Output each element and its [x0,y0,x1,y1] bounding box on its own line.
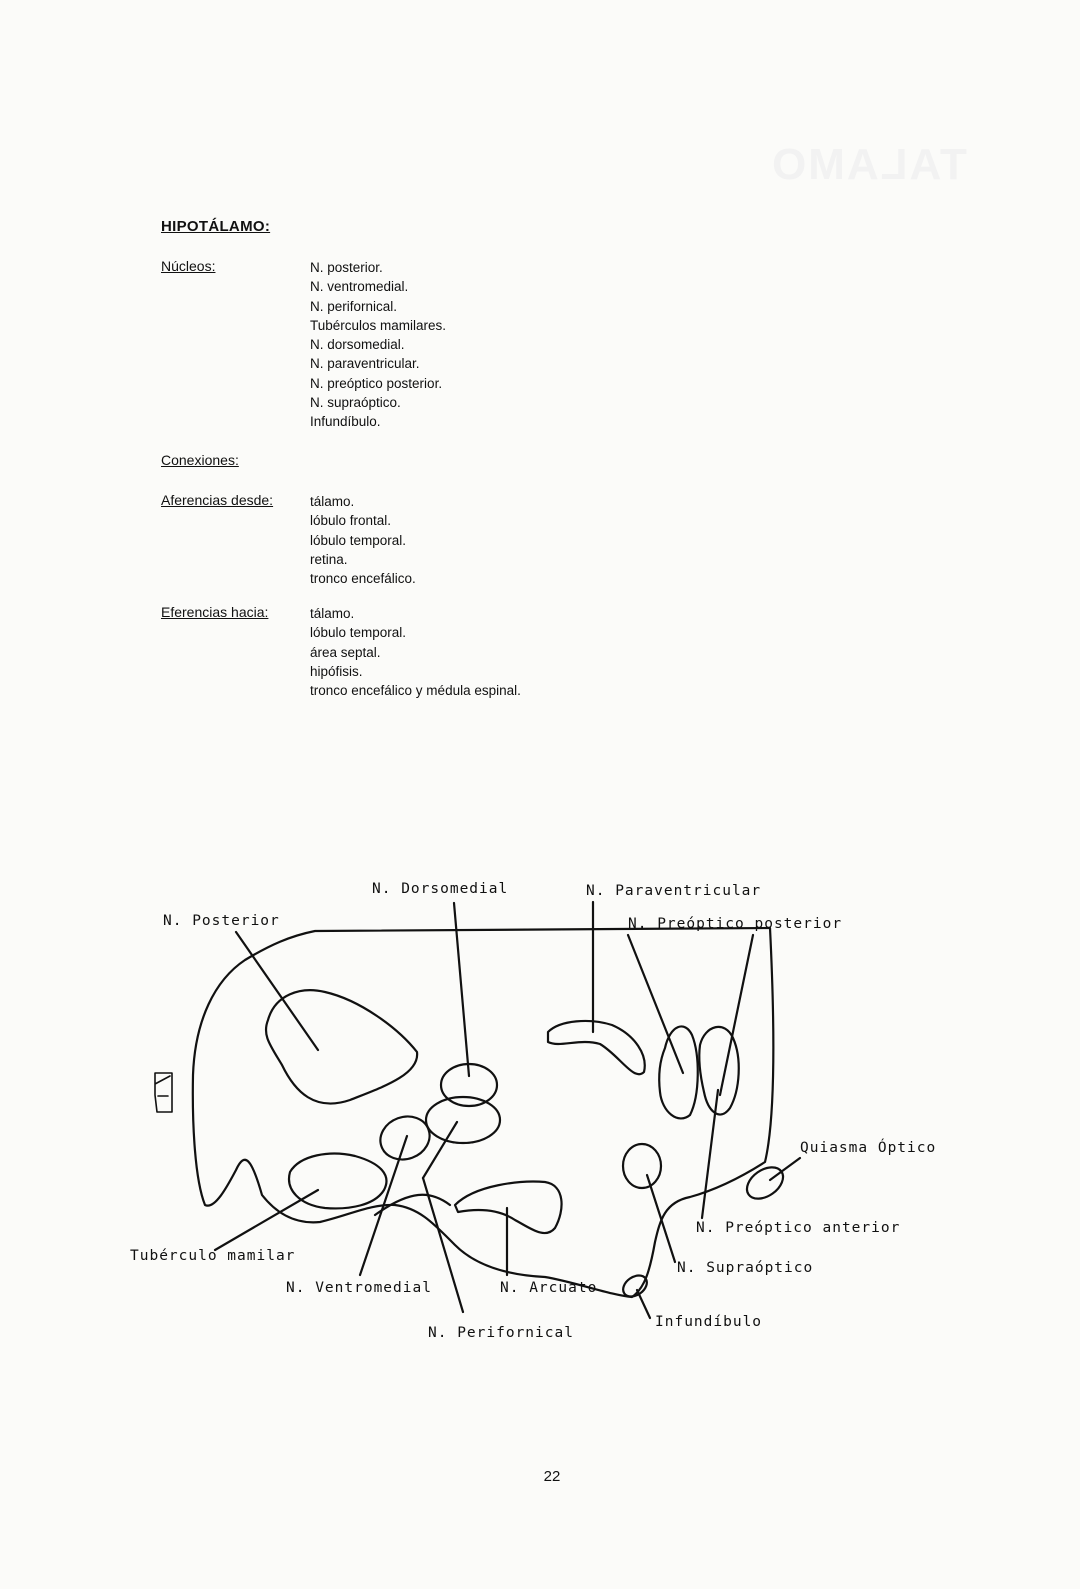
nucleos-list [310,258,446,432]
aferencias-label: Aferencias desde: [161,492,274,508]
nucleus-paraventricular [548,1021,645,1074]
hypothalamus-diagram [0,860,1080,1360]
list-item: N. perifornical. [310,298,398,314]
list-item: lóbulo temporal. [310,532,407,548]
section-heading: HIPOTÁLAMO: [161,218,271,235]
nucleus-supraoptico [623,1144,661,1188]
list-item: hipófisis. [310,663,363,679]
hypothalamus-outline [193,928,773,1297]
label-dorsomedial: N. Dorsomedial [372,881,509,897]
list-item: N. ventromedial. [310,279,409,295]
label-preoptico-anterior: N. Preóptico anterior [696,1220,901,1236]
list-item: tronco encefálico. [310,571,416,587]
leader-supraoptico [647,1175,675,1262]
leader-infundibulo [637,1290,650,1318]
list-item: área septal. [310,644,381,660]
label-tuberculo: Tubérculo mamilar [130,1248,296,1264]
nucleus-perifornical [426,1097,500,1143]
list-item: N. posterior. [310,260,383,275]
leader-preoptico-posterior-2 [720,935,753,1095]
conexiones-label: Conexiones: [161,452,239,468]
label-quiasma: Quiasma Óptico [800,1140,937,1156]
label-preoptico-posterior: N. Preóptico posterior [628,916,843,932]
label-posterior: N. Posterior [163,913,280,929]
list-item: N. supraóptico. [310,395,401,411]
list-item: lóbulo temporal. [310,625,407,641]
label-arcuato: N. Arcuato [500,1280,598,1296]
list-item: tronco encefálico y médula espinal. [310,683,521,699]
bleed-through-text: TALAMO [770,140,967,189]
list-item: Tubérculos mamilares. [310,317,447,333]
nucleos-label: Núcleos: [161,258,216,274]
label-supraoptico: N. Supraóptico [677,1260,814,1276]
list-item: retina. [310,551,348,567]
tuberculo-mamilar-shape [289,1154,386,1209]
label-perifornical: N. Perifornical [428,1325,574,1341]
list-item: tálamo. [310,606,355,621]
eferencias-list [310,604,521,700]
nucleus-preoptico-posterior [659,1026,698,1118]
list-item: N. dorsomedial. [310,337,405,353]
list-item: N. paraventricular. [310,356,420,372]
label-paraventricular: N. Paraventricular [586,883,762,899]
label-ventromedial: N. Ventromedial [286,1280,432,1296]
list-item: tálamo. [310,494,355,509]
list-item: N. preóptico posterior. [310,375,443,391]
margin-mark [155,1073,172,1112]
list-item: Infundíbulo. [310,414,381,430]
list-item: lóbulo frontal. [310,513,392,529]
nucleus-arcuato [455,1182,562,1233]
nucleus-preoptico-anterior [699,1027,739,1115]
leader-preoptico-posterior-1 [628,935,683,1073]
eferencias-label: Eferencias hacia: [161,604,269,620]
leader-quiasma [770,1158,800,1180]
quiasma-optico-shape [741,1161,789,1205]
label-infundibulo: Infundíbulo [655,1314,763,1330]
page-number: 22 [543,1468,561,1485]
aferencias-list [310,492,416,588]
